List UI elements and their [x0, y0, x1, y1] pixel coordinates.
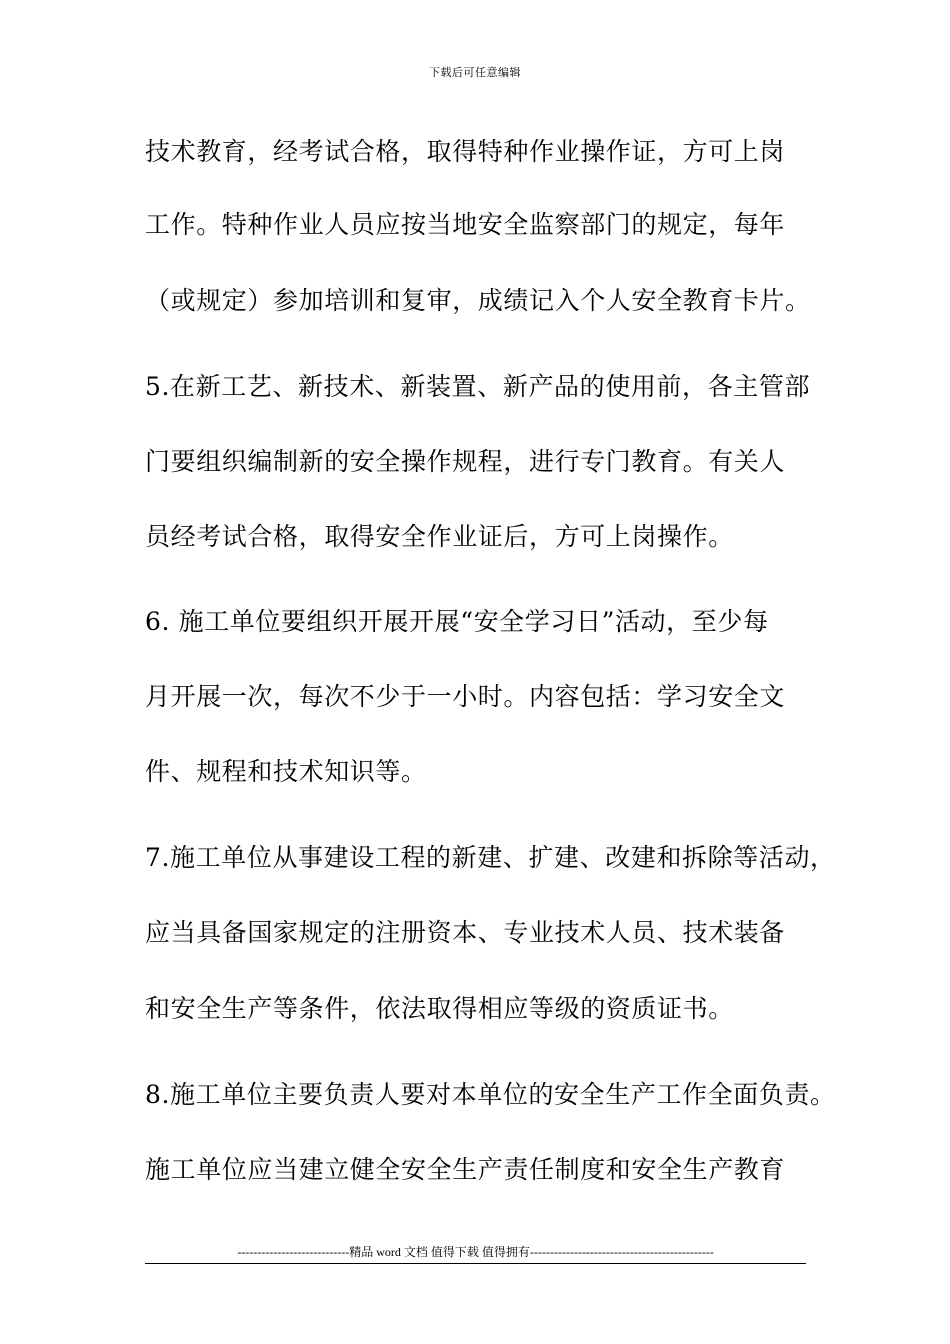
text-line: 8.施工单位主要负责人要对本单位的安全生产工作全面负责。 [145, 1080, 836, 1109]
text-line: 技术教育，经考试合格，取得特种作业操作证，方可上岗 [145, 137, 786, 166]
text-line: 应当具备国家规定的注册资本、专业技术人员、技术装备 [145, 918, 786, 947]
text-line: 6. 施工单位要组织开展开展“安全学习日”活动，至少每 [145, 607, 769, 636]
text-line: 门要组织编制新的安全操作规程，进行专门教育。有关人 [145, 447, 786, 476]
page-footer: ----------------------------精品 word 文档 值得下载 值得拥有---------------------------------------------- [237, 1245, 714, 1259]
text-line: 7.施工单位从事建设工程的新建、扩建、改建和拆除等活动， [145, 843, 836, 872]
text-line: （或规定）参加培训和复审，成绩记入个人安全教育卡片。 [145, 286, 811, 315]
text-line: 工作。特种作业人员应按当地安全监察部门的规定，每年 [145, 210, 786, 239]
text-line: 月开展一次，每次不少于一小时。内容包括：学习安全文 [145, 682, 786, 711]
page-header: 下载后可任意编辑 [429, 66, 521, 79]
text-line: 施工单位应当建立健全安全生产责任制度和安全生产教育 [145, 1155, 786, 1184]
text-line: 和安全生产等条件，依法取得相应等级的资质证书。 [145, 994, 734, 1023]
text-line: 员经考试合格，取得安全作业证后，方可上岗操作。 [145, 522, 734, 551]
text-line: 件、规程和技术知识等。 [145, 757, 427, 786]
text-line: 5.在新工艺、新技术、新装置、新产品的使用前，各主管部 [145, 372, 811, 401]
footer-divider [145, 1263, 806, 1264]
